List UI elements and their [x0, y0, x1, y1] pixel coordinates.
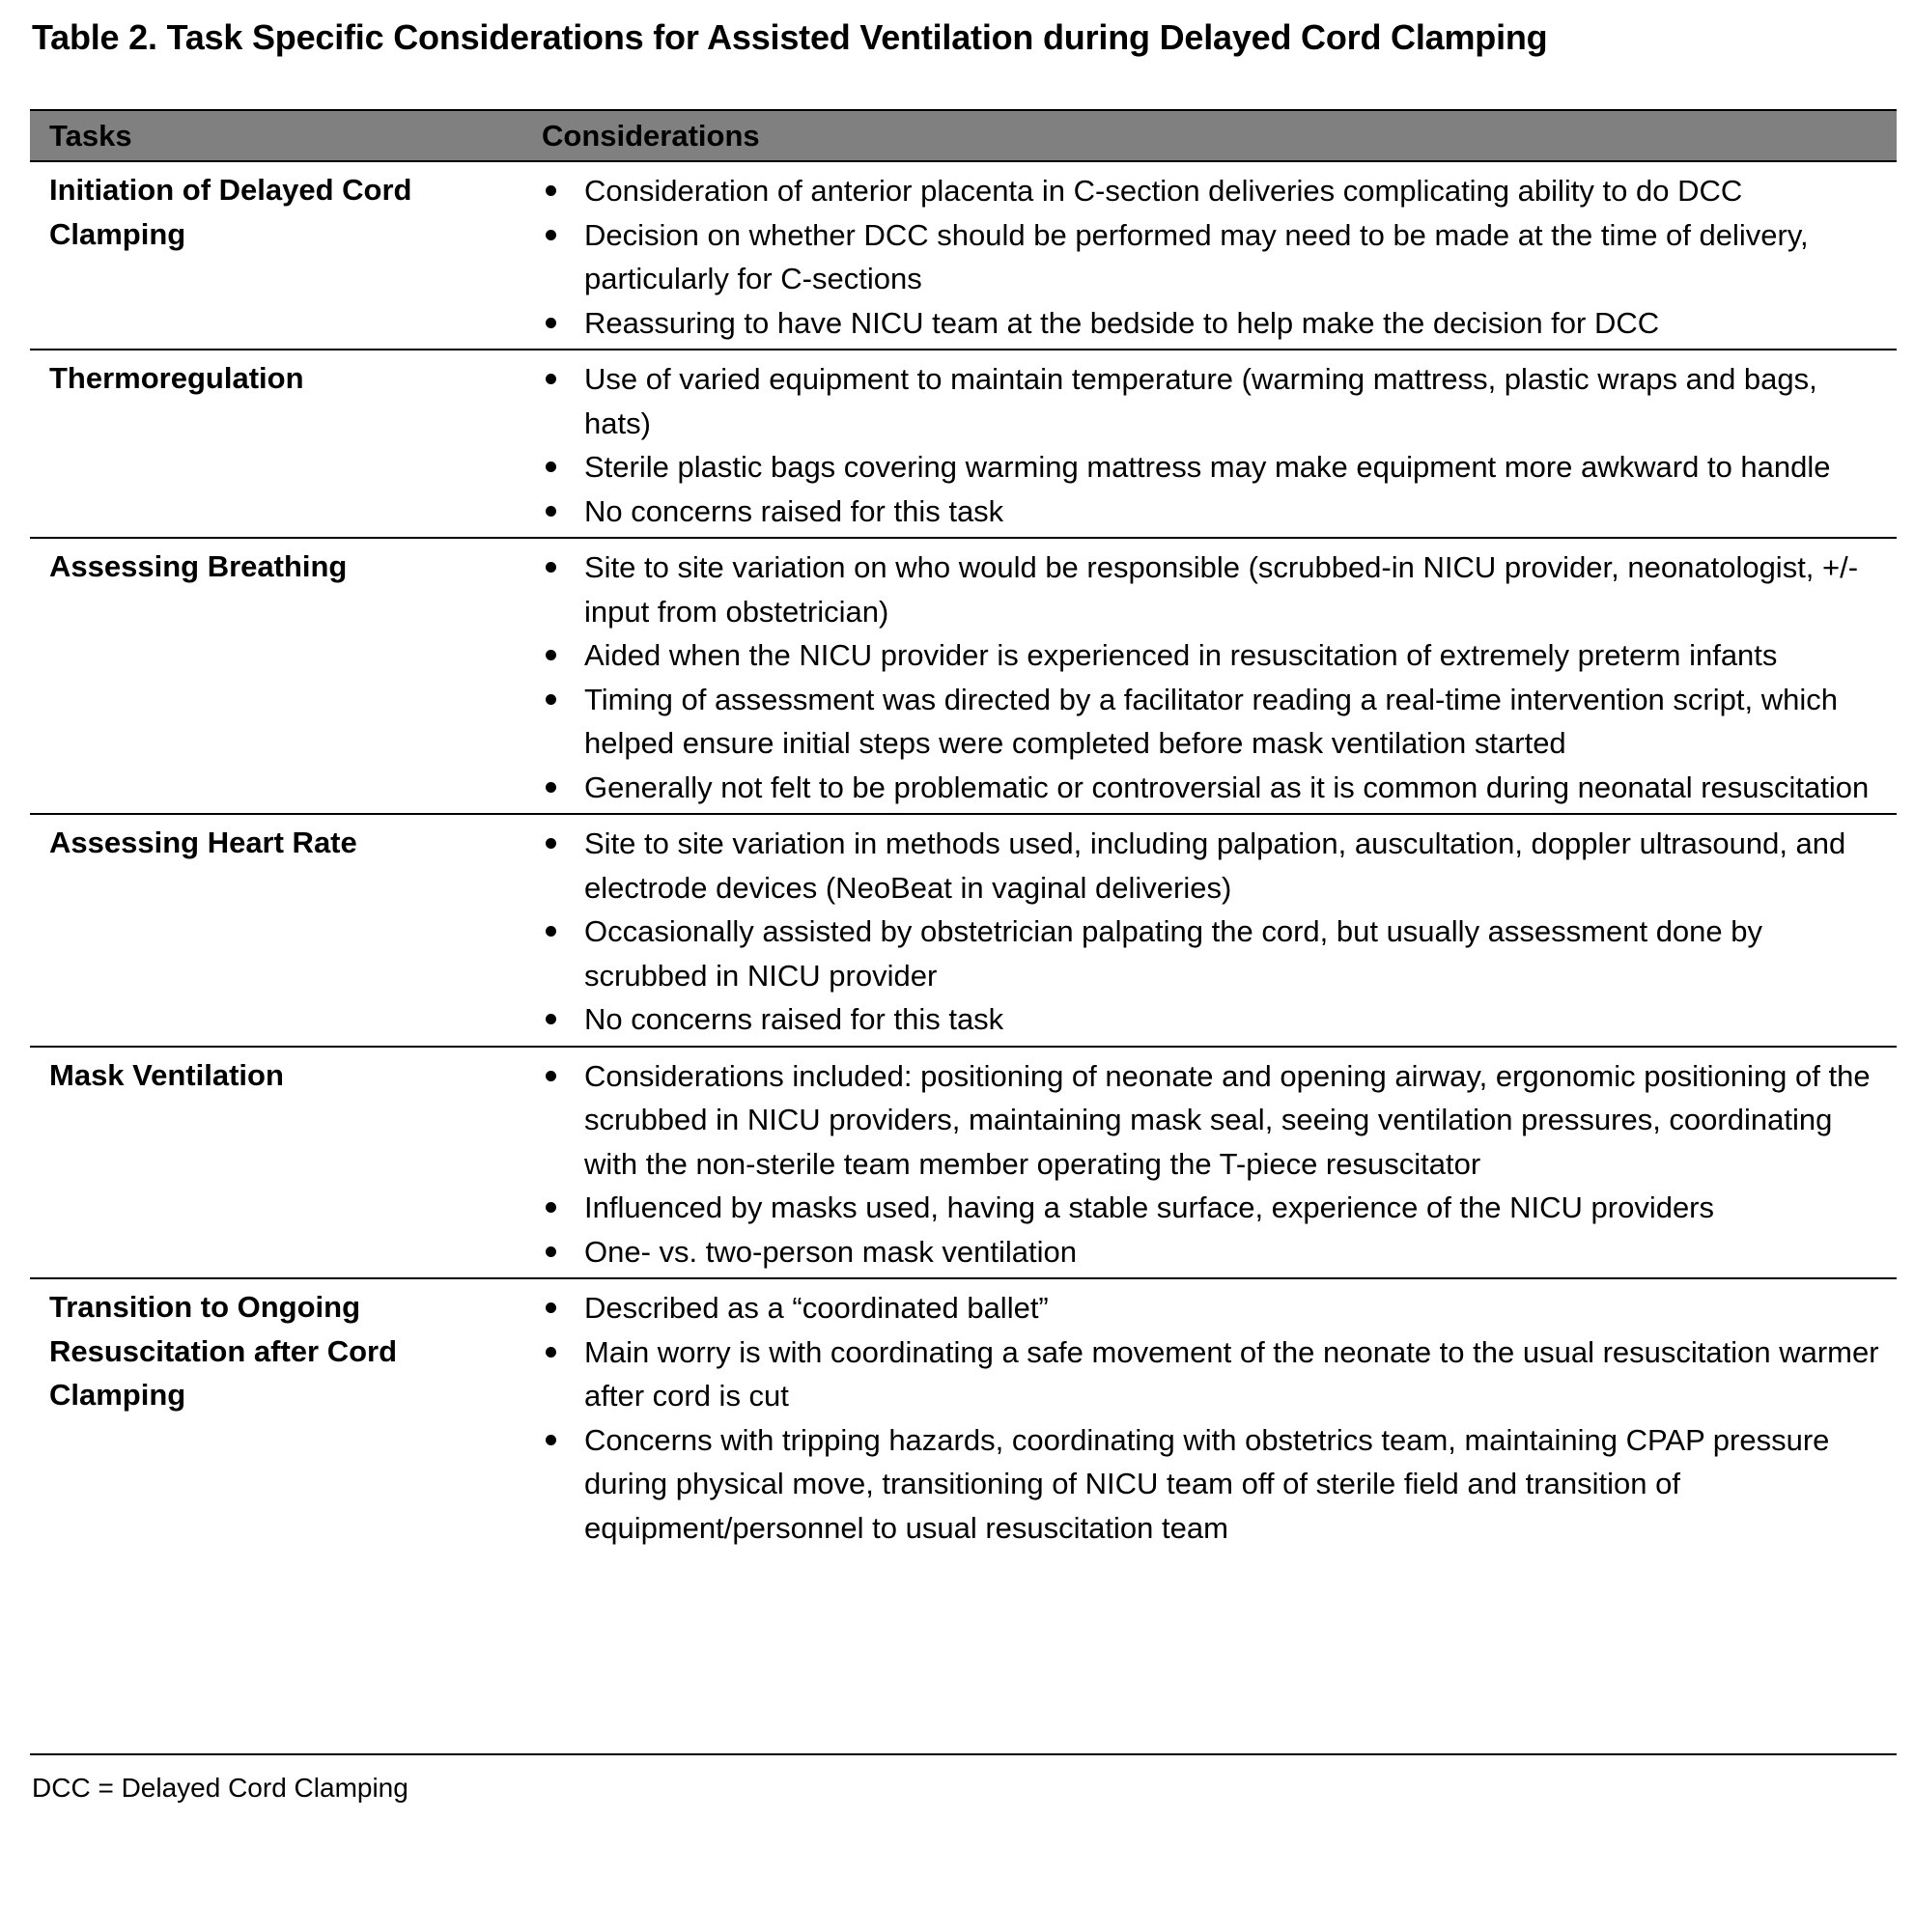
consideration-text: Considerations included: positioning of neonate and opening airway, ergonomic positioning of the scrubbed in NICU providers, maintaining mask seal, seeing ventilation pressures, coordinating with the non-sterile team member operating the T-piece resuscitator [584, 1058, 1871, 1181]
table-footnote: DCC = Delayed Cord Clamping [32, 1773, 408, 1803]
list-item [528, 633, 1897, 678]
consideration-text: Occasionally assisted by obstetrician palpating the cord, but usually assessment done by scrubbed in NICU provider [584, 914, 1763, 993]
consideration-text: Site to site variation on who would be responsible (scrubbed-in NICU provider, neonatologist, +/- input from obstetrician) [584, 550, 1859, 629]
considerations-cell [528, 350, 1897, 537]
consideration-text: Reassuring to have NICU team at the bedside to help make the decision for DCC [584, 305, 1660, 340]
bullet-icon [528, 1286, 584, 1330]
consideration-text: One- vs. two-person mask ventilation [584, 1234, 1077, 1269]
task-cell: Transition to Ongoing Resuscitation after Cord Clamping [49, 1290, 398, 1412]
consideration-text: Sterile plastic bags covering warming mattress may make equipment more awkward to handle [584, 450, 1831, 484]
bullet-icon [528, 1418, 584, 1551]
list-item [528, 1286, 1897, 1330]
list-item [528, 1054, 1897, 1187]
bullet-icon [528, 1230, 584, 1274]
bullet-icon [528, 213, 584, 301]
bullet-icon [528, 169, 584, 213]
consideration-text: Timing of assessment was directed by a facilitator reading a real-time intervention script, which helped ensure initial steps were completed before mask ventilation started [584, 682, 1838, 760]
list-item [528, 678, 1897, 766]
bullet-icon [528, 445, 584, 490]
task-cell: Assessing Heart Rate [49, 826, 357, 859]
list-item [528, 301, 1897, 346]
bullet-icon [528, 678, 584, 766]
bullet-icon [528, 301, 584, 346]
list-item [528, 766, 1897, 810]
considerations-table [30, 109, 1897, 1554]
list-item [528, 1418, 1897, 1551]
header-considerations: Considerations [542, 119, 760, 153]
considerations-cell [528, 162, 1897, 349]
header-tasks: Tasks [49, 119, 132, 153]
bullet-icon [528, 546, 584, 633]
table-header-row [30, 109, 1897, 162]
task-cell: Thermoregulation [49, 361, 304, 395]
consideration-text: No concerns raised for this task [584, 1002, 1004, 1036]
considerations-cell [528, 1048, 1897, 1278]
bullet-icon [528, 1054, 584, 1187]
considerations-cell [528, 815, 1897, 1046]
task-cell: Mask Ventilation [49, 1057, 284, 1092]
bullet-icon [528, 1330, 584, 1418]
list-item [528, 213, 1897, 301]
task-cell: Initiation of Delayed Cord Clamping [49, 173, 412, 251]
considerations-cell [528, 1279, 1897, 1554]
bullet-icon [528, 822, 584, 910]
list-item [528, 910, 1897, 997]
task-cell: Assessing Breathing [49, 549, 348, 583]
considerations-cell [528, 539, 1897, 813]
bullet-icon [528, 997, 584, 1042]
consideration-text: Main worry is with coordinating a safe movement of the neonate to the usual resuscitation warmer after cord is cut [584, 1334, 1879, 1413]
list-item [528, 1230, 1897, 1274]
consideration-text: Use of varied equipment to maintain temperature (warming mattress, plastic wraps and bags, hats) [584, 362, 1817, 440]
list-item [528, 1330, 1897, 1418]
consideration-text: Generally not felt to be problematic or controversial as it is common during neonatal resuscitation [584, 770, 1870, 804]
table-row [30, 539, 1897, 815]
consideration-text: Described as a “coordinated ballet” [584, 1291, 1049, 1325]
list-item [528, 822, 1897, 910]
bullet-icon [528, 1186, 584, 1230]
bullet-icon [528, 766, 584, 810]
consideration-text: No concerns raised for this task [584, 493, 1004, 528]
list-item [528, 1186, 1897, 1230]
consideration-text: Influenced by masks used, having a stable surface, experience of the NICU providers [584, 1190, 1715, 1224]
list-item [528, 445, 1897, 490]
consideration-text: Consideration of anterior placenta in C-section deliveries complicating ability to do DCC [584, 174, 1743, 208]
table-row [30, 350, 1897, 539]
consideration-text: Decision on whether DCC should be performed may need to be made at the time of delivery, particularly for C-sections [584, 217, 1809, 295]
table-row [30, 815, 1897, 1048]
table-row [30, 162, 1897, 350]
list-item [528, 997, 1897, 1042]
consideration-text: Aided when the NICU provider is experienced in resuscitation of extremely preterm infants [584, 638, 1778, 672]
bullet-icon [528, 910, 584, 997]
bullet-icon [528, 357, 584, 445]
table-bottom-rule-right [509, 1753, 1897, 1755]
table-row [30, 1048, 1897, 1280]
table-row [30, 1279, 1897, 1554]
bullet-icon [528, 490, 584, 534]
list-item [528, 169, 1897, 213]
consideration-text: Concerns with tripping hazards, coordinating with obstetrics team, maintaining CPAP pressure during physical move, transitioning of NICU team off of sterile field and transition of equipment/personnel to usual resuscitation team [584, 1422, 1830, 1545]
list-item [528, 490, 1897, 534]
list-item [528, 357, 1897, 445]
list-item [528, 546, 1897, 633]
consideration-text: Site to site variation in methods used, including palpation, auscultation, doppler ultrasound, and electrode devices (NeoBeat in vaginal deliveries) [584, 826, 1846, 905]
bullet-icon [528, 633, 584, 678]
table-bottom-rule-left [30, 1753, 509, 1755]
table-title: Table 2. Task Specific Considerations for Assisted Ventilation during Delayed Cord Clamping [32, 17, 1548, 57]
